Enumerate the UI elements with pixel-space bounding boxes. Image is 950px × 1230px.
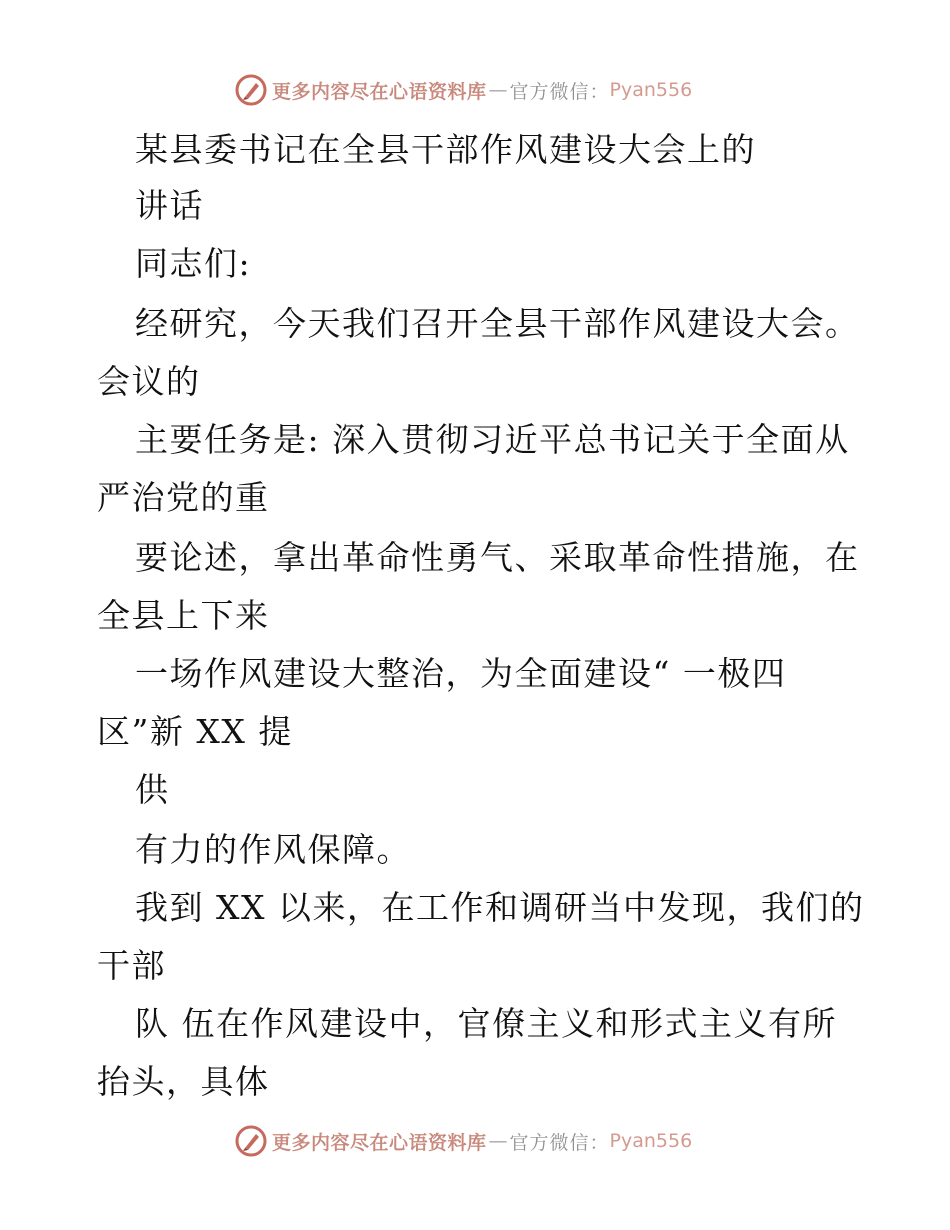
- text-line: 会议的: [97, 362, 201, 401]
- watermark-wechat-label: 官方微信：: [509, 80, 610, 103]
- header-watermark: [234, 73, 692, 107]
- watermark-wechat-id: Pyan556: [609, 1130, 693, 1152]
- text-line: 区”新 XX 提: [97, 712, 293, 751]
- watermark-wechat-id: Pyan556: [609, 79, 693, 101]
- text-line: 一场作风建设大整治，为全面建设“ 一极四: [135, 654, 787, 693]
- watermark-separator: —: [488, 79, 508, 101]
- text-line: 抬头，具体: [97, 1062, 270, 1101]
- salutation: 同志们:: [135, 244, 252, 283]
- watermark-separator: —: [488, 1130, 508, 1152]
- text-line: 严治党的重: [97, 478, 270, 517]
- text-line: 主要任务是: 深入贯彻习近平总书记关于全面从: [135, 420, 850, 459]
- text-line: 经研究，今天我们召开全县干部作风建设大会。: [135, 304, 860, 343]
- watermark-site-text: 更多内容尽在心语资料库: [272, 1131, 487, 1154]
- text-line: 要论述，拿出革命性勇气、采取革命性措施，在: [135, 538, 860, 577]
- text-line: 有力的作风保障。: [135, 830, 411, 869]
- footer-watermark: [234, 1124, 692, 1158]
- watermark-site-text: 更多内容尽在心语资料库: [272, 80, 487, 103]
- pen-logo-icon: [234, 73, 268, 107]
- document-title-line-1: 某县委书记在全县干部作风建设大会上的: [135, 130, 756, 169]
- pen-logo-icon: [234, 1124, 268, 1158]
- text-line: 队 伍在作风建设中，官僚主义和形式主义有所: [135, 1004, 837, 1043]
- text-line: 干部: [97, 946, 166, 985]
- text-line: 供: [135, 770, 170, 809]
- text-line: 我到 XX 以来，在工作和调研当中发现，我们的: [135, 888, 865, 927]
- text-line: 全县上下来: [97, 596, 270, 635]
- watermark-wechat-label: 官方微信：: [509, 1131, 610, 1154]
- document-title-line-2: 讲话: [135, 186, 204, 225]
